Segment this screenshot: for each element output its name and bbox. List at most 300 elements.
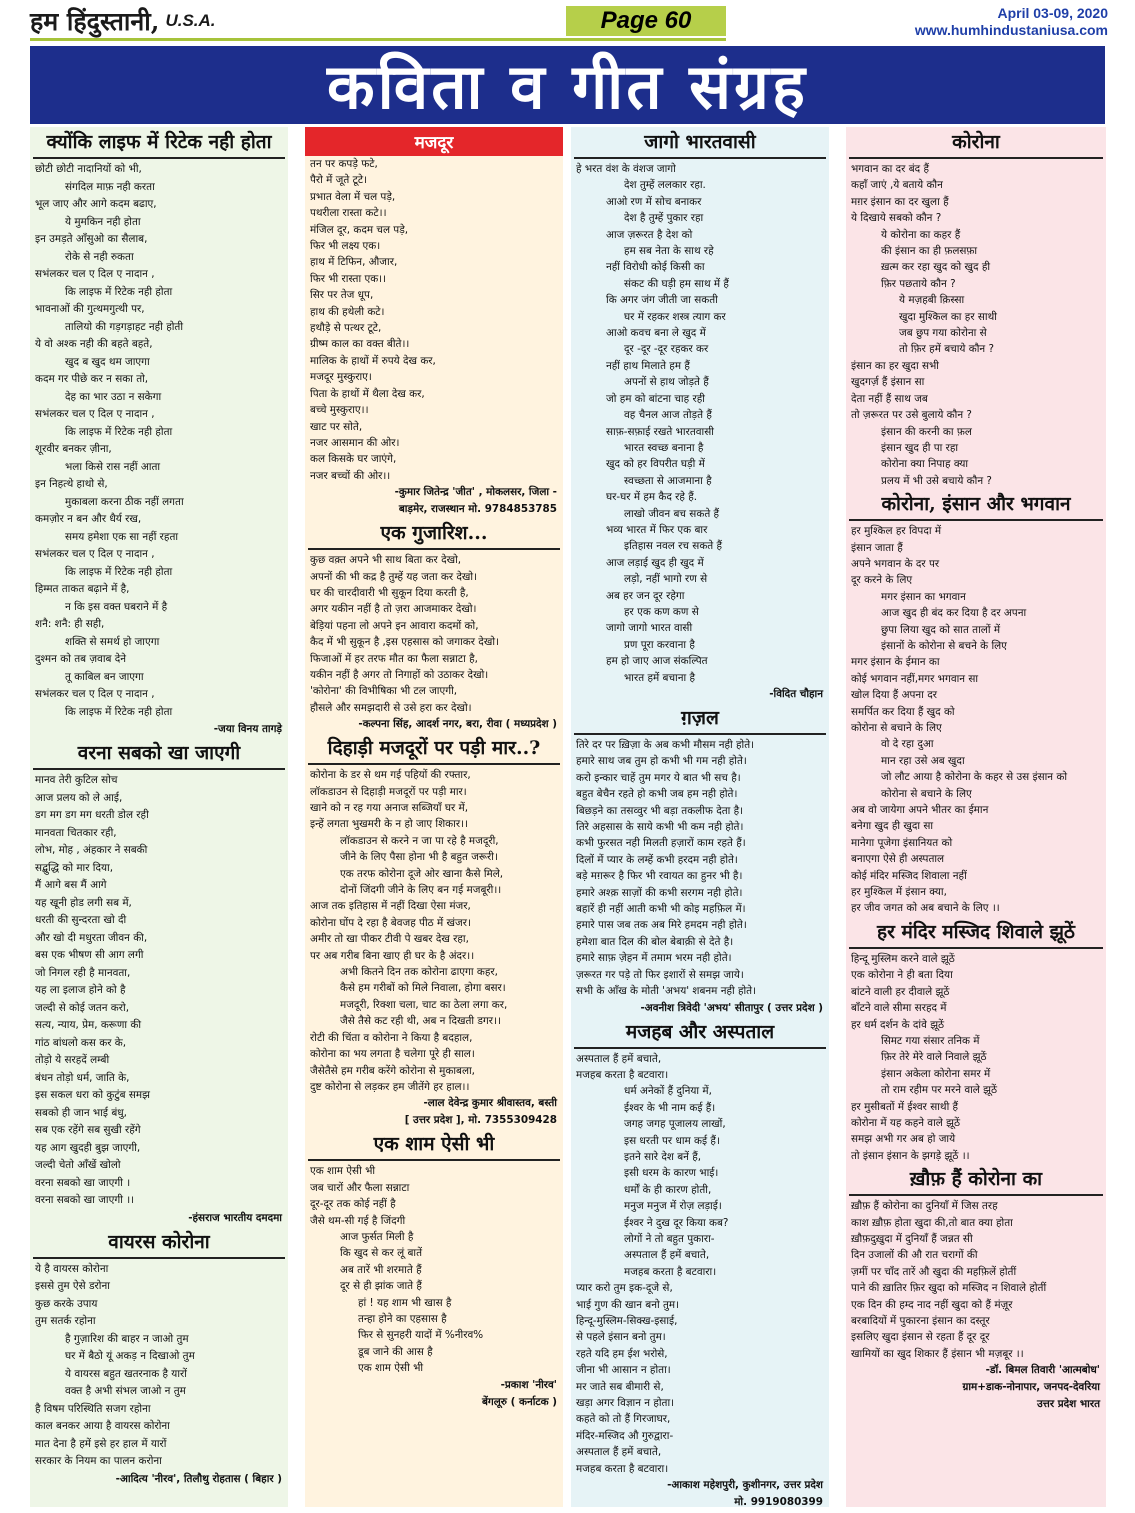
poem-body bbox=[30, 772, 288, 1210]
poem-line: मजहब करता है बटवारा। bbox=[624, 1265, 717, 1278]
poem-line: ईश्वर के भी नाम कई हैं। bbox=[624, 1101, 716, 1114]
poem-line: ये वायरस बहुत खतरनाक है यारों bbox=[65, 1367, 187, 1380]
poem-author: -आकाश महेशपुरी, कुशीनगर, उत्तर प्रदेश bbox=[667, 1479, 823, 1492]
poem-line: इन उमड़ते आँसुओ का सैलाब, bbox=[35, 233, 148, 245]
poem-line: से पहले इंसान बनो तुम। bbox=[576, 1331, 666, 1344]
poem-line: बेड़ियां पहना लो अपने इन आवारा कदमों को, bbox=[310, 619, 479, 632]
poem-line: मात देना है हमें इसे हर हाल में यारों bbox=[35, 1437, 167, 1450]
poem-line: नजर बच्चों की ओर।। bbox=[310, 469, 391, 482]
poem-line: कोरोना से बचाने के लिए bbox=[851, 722, 942, 734]
poem-line: कि लाइफ में रिटेक नही होता bbox=[65, 285, 173, 298]
poem-line: खुद को हर विपरीत घड़ी में bbox=[606, 458, 705, 471]
poem-line: अपनों से हाथ जोड़ते हैं bbox=[624, 376, 709, 389]
poem-line: कैद में भी सुकून है ,इस एहसास को जगाकर देखो। bbox=[310, 636, 499, 649]
poem-line: तिरे दर पर ख़िज़ा के अब कभी मौसम नही होते। bbox=[576, 739, 755, 751]
poem-line: अस्पताल हैं हमें बचाते, bbox=[576, 1446, 662, 1459]
poem-line: बाँटने वाले सीमा सरहद में bbox=[851, 1002, 947, 1015]
poem-line: कोरोना क्या निपाह क्या bbox=[881, 458, 969, 471]
poem-line: इस धरती पर धाम कई हैं। bbox=[624, 1134, 720, 1147]
poem-line: छोटी छोटी नादानियों को भी, bbox=[35, 163, 142, 175]
poem-line: सरकार के नियम का पालन करोना bbox=[35, 1455, 162, 1467]
poem-line: दुश्मन को तब ज़वाब देने bbox=[35, 653, 127, 665]
poem-line: मंजिल दूर, कदम चल पड़े, bbox=[310, 223, 409, 236]
poem-line: घर में बैठो यूं अकड़ न दिखाओ तुम bbox=[65, 1350, 195, 1362]
poem-line: फिर भी रास्ता एक।। bbox=[310, 272, 387, 285]
poem-line: है गुज़ारिश की बाहर न जाओ तुम bbox=[65, 1332, 189, 1345]
issue-info bbox=[915, 5, 1108, 39]
poem-line: घर की चारदीवारी भी सुकून दिया करती है, bbox=[310, 586, 469, 599]
poem-line: धर्म अनेकों हैं दुनिया में, bbox=[624, 1085, 712, 1098]
poem-line: मैं आगे बस मैं आगे bbox=[35, 879, 107, 891]
poem-line: भारत हमें बचाना है bbox=[624, 671, 696, 684]
poem-line: तन पर कपड़े फटे, bbox=[310, 158, 378, 170]
poem-line: ख़त्म कर रहा खुद को खुद ही bbox=[881, 261, 991, 274]
poem-line: हमारे अश्क़ साज़ों की कभी सरगम नही होते। bbox=[576, 886, 743, 899]
poem-line: इंसान जाता हैं bbox=[851, 541, 903, 554]
poem-line: वरना सबको खा जाएगी । bbox=[35, 1176, 131, 1189]
poem-line: हमारे साफ़ ज़ेहन में तमाम भरम नही होते। bbox=[576, 952, 732, 965]
poem-line: मानेगा पूजेगा इंसानियत को bbox=[851, 836, 953, 849]
poem-line: हर धर्म दर्शन के दांवे झूठें bbox=[851, 1018, 945, 1031]
poem-line: घर में रहकर शस्त्र त्याग कर bbox=[624, 310, 726, 323]
poem-line: बहारें ही नहीं आती कभी भी कोइ महफ़िल में। bbox=[576, 903, 746, 916]
poem-line: दूर करने के लिए bbox=[851, 574, 913, 587]
poem-line: अब तारें भी शरमाते हैं bbox=[340, 1263, 422, 1276]
poem-line: सत्य, न्याय, प्रेम, करूणा की bbox=[35, 1019, 142, 1031]
poem-line: कि खुद से कर लूं बातें bbox=[340, 1247, 423, 1260]
poem-body bbox=[846, 523, 1106, 917]
poem-line: ग्रीष्म काल का वक्त बीते।। bbox=[310, 338, 410, 351]
poem-line: फिर भी लक्ष्य एक। bbox=[310, 240, 381, 253]
poem-line: साफ़-सफ़ाई रखते भारतवासी bbox=[606, 425, 714, 438]
poem-line: आज फुर्सत मिली है bbox=[340, 1230, 414, 1243]
poem-author-contact: बाड़मेर, राजस्थान मो. 9784853785 bbox=[398, 503, 557, 516]
poem-line: कहते को तो हैं गिरजाघर, bbox=[576, 1413, 671, 1426]
brand-subtitle: U.S.A. bbox=[165, 11, 216, 30]
poem-line: इंसानों के कोरोना से बचने के लिए bbox=[881, 639, 1007, 652]
poem-line: बिछड़ने का तसव्वुर भी बड़ा तकलीफ देता है। bbox=[576, 804, 744, 817]
poem-body bbox=[30, 161, 288, 721]
poem-line: अब हर जन दूर रहेगा bbox=[606, 589, 685, 602]
poem-line: कोरोना घोंप दे रहा है बेवजह पीठ में खंजर। bbox=[310, 916, 471, 929]
poem-line: सभंलकर चल ए दिल ए नादान , bbox=[35, 688, 155, 700]
poem-line: कि अगर जंग जीती जा सकती bbox=[606, 294, 718, 307]
poem-line: इंसान का हर खुदा सभी bbox=[851, 359, 939, 372]
poem-line: हर जीव जगत को अब बचाने के लिए ।। bbox=[851, 902, 1000, 915]
poem-line: लॉकडाउन से करने न जा पा रहे है मजदूरी, bbox=[340, 834, 499, 847]
poem-line: धरती की सुन्दरता खो दी bbox=[35, 914, 127, 926]
poem-line: जीने के लिए पैसा होना भी है बहुत जरूरी। bbox=[340, 851, 498, 864]
poem-line: जो लौट आया है कोरोना के कहर से उस इंसान को bbox=[881, 771, 1068, 784]
poem-line: खाने को न रह गया अनाज सब्जियाँ घर में, bbox=[310, 802, 469, 814]
poem-line: ये मज़हबी क़िस्सा bbox=[899, 294, 965, 307]
poem-line: तोड़ो ये सरहदें लम्बी bbox=[35, 1054, 110, 1066]
poem-line: तो राम रहीम पर मरने वाले झूठें bbox=[881, 1084, 998, 1097]
poem-line: खाट पर सोते, bbox=[310, 420, 363, 433]
poem-line: दूर-दूर तक कोई नहीं है bbox=[310, 1198, 396, 1211]
poem-line: अभी कितने दिन तक कोरोना ढाएगा कहर, bbox=[340, 966, 498, 979]
poem-line: हथौड़े से पत्थर टूटे, bbox=[310, 322, 382, 335]
poem-line: तो फ़िर हमें बचाये कौन ? bbox=[899, 343, 995, 356]
poem-line: हर एक कण कण से bbox=[624, 605, 699, 618]
poem-author-location: बेंगलूरु ( कर्नाटक ) bbox=[481, 1395, 557, 1408]
poem-line: इंसान की करनी का फ़ल bbox=[881, 425, 972, 438]
poem-title: ख़ौफ़ हैं कोरोना का bbox=[849, 1164, 1103, 1196]
poem-line: सद्बुद्धि को मार दिया, bbox=[35, 861, 114, 874]
poem-line: आज लड़ाई खुद ही खुद में bbox=[606, 556, 704, 569]
poem-line: धर्मों के ही कारण होती, bbox=[624, 1183, 712, 1196]
poem-line: 'कोरोना' की विभीषिका भी टल जाएगी, bbox=[310, 685, 458, 698]
poem-line: इसलिए खुदा इंसान से रहता हैं दूर दूर bbox=[851, 1331, 990, 1344]
poem-line: हाथ की हथेली कटे। bbox=[310, 305, 385, 318]
poem-line: मंदिर-मस्जिद औ गुरुद्वारा- bbox=[576, 1429, 674, 1442]
section-title: कविता व गीत संग्रह bbox=[327, 50, 808, 123]
poem-line: नहीं विरोधी कोई किसी का bbox=[606, 261, 705, 274]
poem-line: तो इंसान इंसान के झगड़े झूठें ।। bbox=[851, 1149, 970, 1162]
website-link[interactable]: www.humhindustaniusa.com bbox=[914, 22, 1108, 38]
poem-line: मजदूर मुस्कुराए। bbox=[310, 371, 372, 384]
poem-line: खुद ब खुद थम जाएगा bbox=[65, 355, 150, 368]
poem-line: आओ रण में सोच बनाकर bbox=[606, 195, 702, 208]
poem-title: ग़ज़ल bbox=[574, 703, 826, 735]
poem-line: सब एक रहेंगे सब सुखी रहेंगे bbox=[35, 1124, 141, 1136]
poem-line: दिन उजालों की औ रात चरागों की bbox=[851, 1249, 978, 1262]
poem-body bbox=[846, 951, 1106, 1164]
column-2 bbox=[305, 127, 563, 1507]
poem-line: छुपा लिया खुद को सात तालों में bbox=[881, 623, 1001, 636]
poem-line: स्वच्छता से आजमाना है bbox=[624, 474, 712, 487]
poem-title: मजदूर bbox=[305, 127, 563, 156]
poem-line: सभी के आँख के मोती 'अभय' शबनम नही होते। bbox=[576, 985, 757, 998]
poem-author: -प्रकाश 'नीरव' bbox=[500, 1378, 557, 1391]
poem-line: पैरो में जूते टूटे। bbox=[310, 174, 368, 187]
poem-line: मानवता चितकार रही, bbox=[35, 826, 117, 839]
poem-line: हिन्दू-मुस्लिम-सिक्ख-इसाई, bbox=[576, 1315, 678, 1327]
poem-line: खामियों का खुद शिकार हैं इंसान भी मज़बूर ।। bbox=[851, 1347, 1024, 1360]
poem-line: लड़ो, नहीं भागो रण से bbox=[624, 573, 708, 586]
poem-line: कोई मंदिर मस्जिद शिवाला नहीं bbox=[851, 869, 967, 882]
poem-line: शनै: शनै: ही सही, bbox=[35, 618, 105, 630]
poem-line: एक तरफ कोरोना दूजे ओर खाना कैसे मिले, bbox=[340, 867, 504, 880]
poem-line: कदम गर पीछे कर न सका तो, bbox=[35, 373, 149, 385]
poem-line: ये कोरोना का कहर हैं bbox=[881, 228, 961, 241]
poem-author-contact: मो. 9919080399 bbox=[734, 1496, 823, 1507]
poem-line: समझ अभी गर अब हो जाये bbox=[851, 1133, 956, 1146]
poem-line: कोरोना से बचाने के लिए bbox=[881, 787, 972, 800]
poem-line: भूल जाए और आगे कदम बढाए, bbox=[35, 198, 157, 210]
poem-line: कोरोना में यह कहने वाले झूठें bbox=[851, 1116, 961, 1129]
poem-line: मजदूरी, रिक्शा चला, चाट का ठेला लगा कर, bbox=[340, 998, 508, 1011]
poem-line: सभंलकर चल ए दिल ए नादान , bbox=[35, 548, 155, 560]
poem-author: -जया विनय तागड़े bbox=[213, 723, 282, 735]
poem-line: ईश्वर ने दुख दूर किया कब? bbox=[624, 1216, 729, 1229]
poem-line: यकीन नहीं है अगर तो निगाहों को उठाकर देखो। bbox=[310, 668, 489, 681]
poem-line: कोरोना के डर से थम गई पहियों की रफ्तार, bbox=[310, 769, 471, 782]
poem-title: कोरोना, इंसान और भगवान bbox=[849, 489, 1103, 521]
poem-body bbox=[846, 161, 1106, 489]
poem-line: रोके से नही रुकता bbox=[65, 250, 134, 263]
poem-body bbox=[571, 737, 829, 1000]
poem-line: वह चैनल आज तोड़ते हैं bbox=[624, 409, 712, 422]
poem-line: प्यार करो तुम इक-दूजे से, bbox=[576, 1282, 673, 1295]
poem-line: वक्त है अभी संभल जाओ न तुम bbox=[65, 1385, 186, 1397]
poem-title: वरना सबको खा जाएगी bbox=[33, 738, 285, 770]
poem-line: मालिक के हाथों में रुपये देख कर, bbox=[310, 354, 436, 367]
poem-line: सिमट गया संसार तनिक में bbox=[881, 1034, 980, 1047]
poem-line: बहुत बेचैन रहते हो कभी जब हम नही होते। bbox=[576, 788, 738, 801]
poem-line: कभी फुरसत नही मिलती हज़ारों काम रहते हैं। bbox=[576, 837, 746, 850]
poem-title: कोरोना bbox=[849, 127, 1103, 159]
poem-line: ये दिखाये सबको कौन ? bbox=[851, 212, 942, 225]
poem-line: एक शाम ऐसी भी bbox=[358, 1362, 424, 1375]
poem-line: जीना भी आसान न होता। bbox=[576, 1364, 671, 1377]
poem-line: तो ज़रूरत पर उसे बुलाये कौन ? bbox=[851, 409, 972, 422]
poem-author-address: ग्राम+डाक-नोनापार, जनपद-देवरिया bbox=[962, 1381, 1100, 1394]
poem-title: मजहब और अस्पताल bbox=[574, 1017, 826, 1049]
poem-line: तिरे अहसास के साये कभी भी कम नही होते। bbox=[576, 821, 744, 834]
poem-line: आज खुद ही बंद कर दिया है दर अपना bbox=[881, 607, 1027, 620]
poem-line: तुम सतर्क रहोना bbox=[35, 1315, 96, 1327]
poem-line: कमज़ोर न बन और धैर्य रख, bbox=[35, 513, 142, 525]
poem-line: हे भरत वंश के वंशज जागो bbox=[576, 163, 676, 175]
column-3 bbox=[571, 127, 829, 1507]
poem-author-contact: [ उत्तर प्रदेश ], मो. 7355309428 bbox=[404, 1114, 557, 1127]
poem-line: अपनों की भी कद्र है तुम्हें यह जता कर देखो। bbox=[310, 570, 478, 583]
poem-line: इस सकल धरा को कुटुंब समझ bbox=[35, 1089, 150, 1101]
poem-line: आज तक इतिहास में नहीं दिखा ऐसा मंजर, bbox=[310, 900, 471, 913]
poem-line: शूरवीर बनकर ज़ीना, bbox=[35, 443, 112, 455]
poem-line: सभंलकर चल ए दिल ए नादान , bbox=[35, 408, 155, 420]
poem-title: एक शाम ऐसी भी bbox=[308, 1129, 560, 1161]
poem-line: हमेशा बात दिल की बोल बेबाक़ी से देते है। bbox=[576, 935, 734, 948]
poem-line: इंसान खुद ही पा रहा bbox=[881, 441, 959, 454]
poem-body bbox=[571, 1051, 829, 1478]
poem-line: बनेगा खुद ही खुदा सा bbox=[851, 820, 934, 833]
poem-line: जगह जगह पूजालय लाखों, bbox=[624, 1118, 726, 1131]
poem-line: दूर से ही झांक जाते हैं bbox=[340, 1280, 422, 1293]
poem-line: ये है वायरस कोरोना bbox=[35, 1262, 109, 1275]
poem-line: तू काबिल बन जाएगा bbox=[65, 670, 144, 683]
poem-body bbox=[571, 161, 829, 686]
poem-line: समय हमेशा एक सा नहीं रहता bbox=[65, 530, 179, 543]
poem-line: जल्दी चेतो आँखें खोलो bbox=[35, 1159, 121, 1171]
poem-line: दुष्ट कोरोना से लड़कर हम जीतेंगे हर हाल।। bbox=[310, 1080, 470, 1093]
brand-name: हम हिंदुस्तानी, bbox=[30, 7, 160, 36]
poem-line: कुछ करके उपाय bbox=[35, 1297, 98, 1310]
poem-title: एक गुजारिश... bbox=[308, 518, 560, 550]
poem-line: हर मुश्किल में इंसान क्या, bbox=[851, 886, 947, 899]
poem-line: ये वो अश्क नही की बहते बहते, bbox=[35, 338, 153, 350]
poem-line: पाने की ख़ातिर फ़िर खुदा को मस्जिद न शिवाले होतीं bbox=[851, 1282, 1047, 1295]
poem-line: इंसान अकेला कोरोना समर में bbox=[881, 1067, 991, 1080]
poem-line: मगर इंसान का भगवान bbox=[881, 590, 966, 603]
poem-line: जो निगल रही है मानवता, bbox=[35, 966, 131, 979]
poem-line: की इंसान का ही फ़लसफ़ा bbox=[881, 245, 978, 258]
poem-line: कहाँ जाएं ,ये बताये कौन bbox=[851, 179, 943, 192]
poem-line: अपने भगवान के दर पर bbox=[851, 557, 940, 570]
poem-line: खुदगर्ज़ हैं इंसान सा bbox=[851, 376, 925, 389]
poem-line: कल किसके घर जाएंगे, bbox=[310, 453, 397, 466]
poem-line: है विषम परिस्थिति सजग रहोना bbox=[35, 1402, 151, 1415]
poem-line: ख़ौफ़दुख़ुदा में दुनियाँ हैं जन्नत सी bbox=[851, 1232, 973, 1245]
poem-line: जल्दी से कोई जतन करो, bbox=[35, 1001, 130, 1014]
poem-line: लोभ, मोह , अंहकार ने सबकी bbox=[35, 844, 148, 856]
poem-line: जागो जागो भारत वासी bbox=[606, 622, 693, 635]
poem-body bbox=[305, 767, 563, 1095]
poem-line: मुकाबला करना ठीक नहीं लगता bbox=[65, 495, 184, 508]
poem-line: तालियो की गड़गड़ाहट नही होती bbox=[65, 320, 184, 333]
poem-line: काल बनकर आया है वायरस कोरोना bbox=[35, 1420, 170, 1432]
poem-line: हर मुश्किल हर विपदा में bbox=[851, 525, 942, 538]
poem-line: बस एक भीषण सी आग लगी bbox=[35, 949, 144, 961]
poem-line: कि लाइफ में रिटेक नही होता bbox=[65, 565, 173, 578]
poem-line: ज़मीं पर चाँद तारें औ खुदा की महफ़िलें होतीं bbox=[851, 1265, 1017, 1278]
poem-line: सिर पर तेज धूप, bbox=[310, 289, 374, 302]
poem-line: गांठ बांधलो कस कर के, bbox=[35, 1036, 127, 1049]
poem-author: -कुमार जितेन्द्र 'जीत' , मोकलसर, जिला - bbox=[394, 486, 557, 499]
poem-line: फ़िर पछताये कौन ? bbox=[881, 277, 956, 290]
poem-line: मनुज मनुज में रोज़ लड़ाई। bbox=[624, 1200, 722, 1213]
poem-line: समर्पित कर दिया हैं खुद को bbox=[851, 705, 955, 718]
poem-line: बांटने वाली हर दीवाले झूठें bbox=[851, 985, 950, 998]
poem-body bbox=[305, 552, 563, 716]
poem-line: नजर आसमान की ओर। bbox=[310, 436, 400, 449]
poem-line: पर अब गरीब बिना खाए ही घर के है अंदर।। bbox=[310, 949, 475, 962]
poem-line: करो इन्कार चाहें तुम मगर ये बात भी सच है। bbox=[576, 771, 741, 784]
poem-line: बंधन तोड़ो धर्म, जाति के, bbox=[35, 1071, 130, 1084]
poem-line: इससे तुम ऐसे डरोना bbox=[35, 1280, 110, 1292]
poem-line: बड़े मग़रूर है फिर भी रवायत का हुनर भी है। bbox=[576, 870, 743, 883]
poem-line: देश है तुम्हें पुकार रहा bbox=[624, 212, 704, 225]
poem-body bbox=[30, 1261, 288, 1471]
poem-line: लोगों ने तो बहुत पुकारा- bbox=[624, 1232, 715, 1245]
poem-line: वरना सबको खा जाएगी ।। bbox=[35, 1194, 135, 1206]
poem-line: भावनाओं की गुत्थमगुत्थी पर, bbox=[35, 303, 145, 315]
poem-line: फिजाओं में हर तरफ मौत का फैला सन्नाटा है, bbox=[310, 652, 478, 665]
poem-line: कि लाइफ में रिटेक नही होता bbox=[65, 425, 173, 438]
issue-date: April 03-09, 2020 bbox=[997, 5, 1108, 21]
poem-line: भाई गुण की खान बनो तुम। bbox=[576, 1298, 680, 1311]
poem-line: भारत स्वच्छ बनाना है bbox=[624, 441, 704, 454]
masthead bbox=[30, 4, 1108, 38]
poem-line: जैसे थम-सी गई है जिंदगी bbox=[310, 1214, 406, 1227]
poem-line: पथरीला रास्ता कटे।। bbox=[310, 207, 387, 220]
poem-line: वो दे रहा दुआ bbox=[881, 738, 934, 751]
poem-line: यह आग खुदही बुझ जाएगी, bbox=[35, 1141, 141, 1154]
poem-line: कैसे हम गरीबों को मिले निवाला, होगा बसर। bbox=[340, 982, 506, 995]
poem-line: यह ला इलाज होने को है bbox=[35, 984, 126, 996]
poem-line: हर मुसीबतों में ईश्वर साथी हैं bbox=[851, 1100, 959, 1113]
poem-title: क्योंकि लाइफ में रिटेक नही होता bbox=[33, 127, 285, 159]
poem-line: कोई भगवान नहीं,मगर भगवान सा bbox=[851, 672, 979, 685]
poem-line: हमारे पास जब तक अब मिरे हमदम नही होते। bbox=[576, 919, 747, 932]
poem-line: अमीर तो खा पीकर टीवी पे खबर देख रहा, bbox=[310, 933, 469, 946]
poem-line: भगवान का दर बंद हैं bbox=[851, 163, 930, 175]
poem-line: भला किसे रास नहीं आता bbox=[65, 460, 161, 473]
poem-line: जो हम को बांटना चाह रही bbox=[606, 392, 705, 405]
poem-line: सबको ही जान भाई बंधु, bbox=[35, 1106, 127, 1119]
poem-line: और खो दी मधुरता जीवन की, bbox=[35, 931, 148, 944]
poem-line: हाथ में टिफिन, औजार, bbox=[310, 256, 398, 269]
poem-line: बच्चे मुस्कुराए।। bbox=[310, 404, 369, 417]
poem-line: सभंलकर चल ए दिल ए नादान , bbox=[35, 268, 155, 280]
poem-line: बनाएगा ऐसे ही अस्पताल bbox=[851, 853, 945, 866]
poem-body bbox=[846, 1198, 1106, 1362]
poem-line: प्रण पूरा करवाना है bbox=[624, 638, 695, 651]
poem-line: शक्ति से समर्थ हो जाएगा bbox=[65, 635, 160, 648]
poem-body bbox=[305, 1163, 563, 1376]
poem-line: हिम्मत ताकत बढ़ाने में है, bbox=[35, 583, 130, 595]
column-4 bbox=[846, 127, 1106, 1507]
poem-line: ख़ौफ़ हैं कोरोना का दुनियाँ में जिस तरह bbox=[851, 1200, 998, 1213]
poem-author: -डॉ. बिमल तिवारी 'आत्मबोध' bbox=[985, 1364, 1100, 1377]
brand-logo bbox=[30, 4, 216, 38]
poem-line: अब वो जायेगा अपने भीतर का ईमान bbox=[851, 804, 989, 817]
poem-line: एक कोरोना ने ही बता दिया bbox=[851, 969, 953, 982]
poem-line: प्रलय में भी उसे बचाये कौन ? bbox=[881, 474, 992, 487]
poem-line: देह का भार उठा न सकेगा bbox=[65, 390, 162, 403]
poem-line: कोरोना का भय लगता है चलेगा पूरे ही साल। bbox=[310, 1048, 475, 1061]
poem-line: अस्पताल हैं हमें बचाते, bbox=[576, 1052, 662, 1065]
poem-author: -विदित चौहान bbox=[769, 688, 823, 700]
poem-line: हौसले और समझदारी से उसे हरा कर देखो। bbox=[310, 701, 472, 714]
poem-line: बरबादियों में पुकारना इंसान का दस्तूर bbox=[851, 1315, 990, 1327]
poem-author: -हंसराज भारतीय दमदमा bbox=[188, 1211, 282, 1224]
poem-line: ये मुमकिन नही होता bbox=[65, 215, 141, 228]
poem-line: कि लाइफ में रिटेक नही होता bbox=[65, 705, 173, 718]
poem-line: एक शाम ऐसी भी bbox=[310, 1165, 376, 1178]
poem-line: यह खूनी होड लगी सब में, bbox=[35, 896, 132, 909]
poem-line: मजहब करता है बटवारा। bbox=[576, 1068, 669, 1081]
poem-line: जब चारों और फैला सन्नाटा bbox=[310, 1181, 410, 1194]
poem-line: दिलों में प्यार के लम्हें कभी हरदम नही होते। bbox=[576, 853, 738, 866]
poem-title: जागो भारतवासी bbox=[574, 127, 826, 159]
poem-line: दूर -दूर -दूर रहकर कर bbox=[624, 343, 709, 356]
poem-line: हमारे साथ जब तुम हो कभी भी गम नही होते। bbox=[576, 755, 747, 768]
poem-line: संकट की घड़ी हम साथ में हैं bbox=[624, 277, 729, 290]
poem-line: डूब जाने की आस है bbox=[358, 1345, 433, 1358]
poem-line: प्रभात वेला में चल पड़े, bbox=[310, 190, 396, 203]
poem-line: भव्य भारत में फिर एक बार bbox=[606, 523, 708, 536]
poem-line: जब छुप गया कोरोना से bbox=[899, 327, 987, 340]
poem-line: न कि इस वक्त घबराने में है bbox=[65, 600, 168, 613]
poem-author: -कल्पना सिंह, आदर्श नगर, बरा, रीवा ( मध्यप्रदेश ) bbox=[358, 718, 557, 731]
poem-line: फिर से सुनहरी यादों में %नीरव% bbox=[358, 1329, 484, 1342]
poem-line: रोटी की चिंता व कोरोना ने किया है बदहाल, bbox=[310, 1031, 473, 1044]
poem-line: देश तुम्हें ललकार रहा. bbox=[624, 179, 706, 192]
poem-line: मर जाते सब बीमारी से, bbox=[576, 1380, 664, 1393]
poem-line: अगर यकीन नहीं है तो ज़रा आजमाकर देखो। bbox=[310, 603, 477, 616]
poem-line: इन निहत्थे हाथो से, bbox=[35, 478, 108, 490]
poem-title: दिहाड़ी मजदूरों पर पड़ी मार..? bbox=[308, 733, 560, 765]
poem-author: -लाल देवेन्द्र कुमार श्रीवास्तव, बस्ती bbox=[423, 1097, 557, 1110]
poem-line: काश ख़ौफ़ होता खुदा की,तो बात क्या होता bbox=[851, 1216, 1013, 1229]
poem-line: आज प्रलय को ले आई, bbox=[35, 791, 123, 804]
poem-line: लाखो जीवन बच सकते हैं bbox=[624, 507, 720, 520]
poem-line: देता नहीं हैं साथ जब bbox=[851, 392, 928, 405]
poem-line: मगर इंसान के ईमान का bbox=[851, 656, 940, 669]
poem-line: रहते यदि हम ईश भरोसे, bbox=[576, 1347, 668, 1360]
poem-line: हम हो जाए आज संकल्पित bbox=[606, 655, 708, 668]
poem-line: मान रहा उसे अब खुदा bbox=[881, 754, 965, 767]
poem-body bbox=[305, 156, 563, 484]
poem-line: संगदिल माफ़ नही करता bbox=[65, 180, 155, 193]
masthead-rule bbox=[30, 38, 726, 41]
poem-line: फ़िर तेरे मेरे वाले निवाले झूठें bbox=[881, 1051, 987, 1064]
poem-line: डग मग डग मग धरती डोल रही bbox=[35, 809, 149, 821]
poem-line: आओ कवच बना ले खुद में bbox=[606, 327, 706, 340]
poem-line: इतिहास नवल रच सकते हैं bbox=[624, 540, 723, 553]
